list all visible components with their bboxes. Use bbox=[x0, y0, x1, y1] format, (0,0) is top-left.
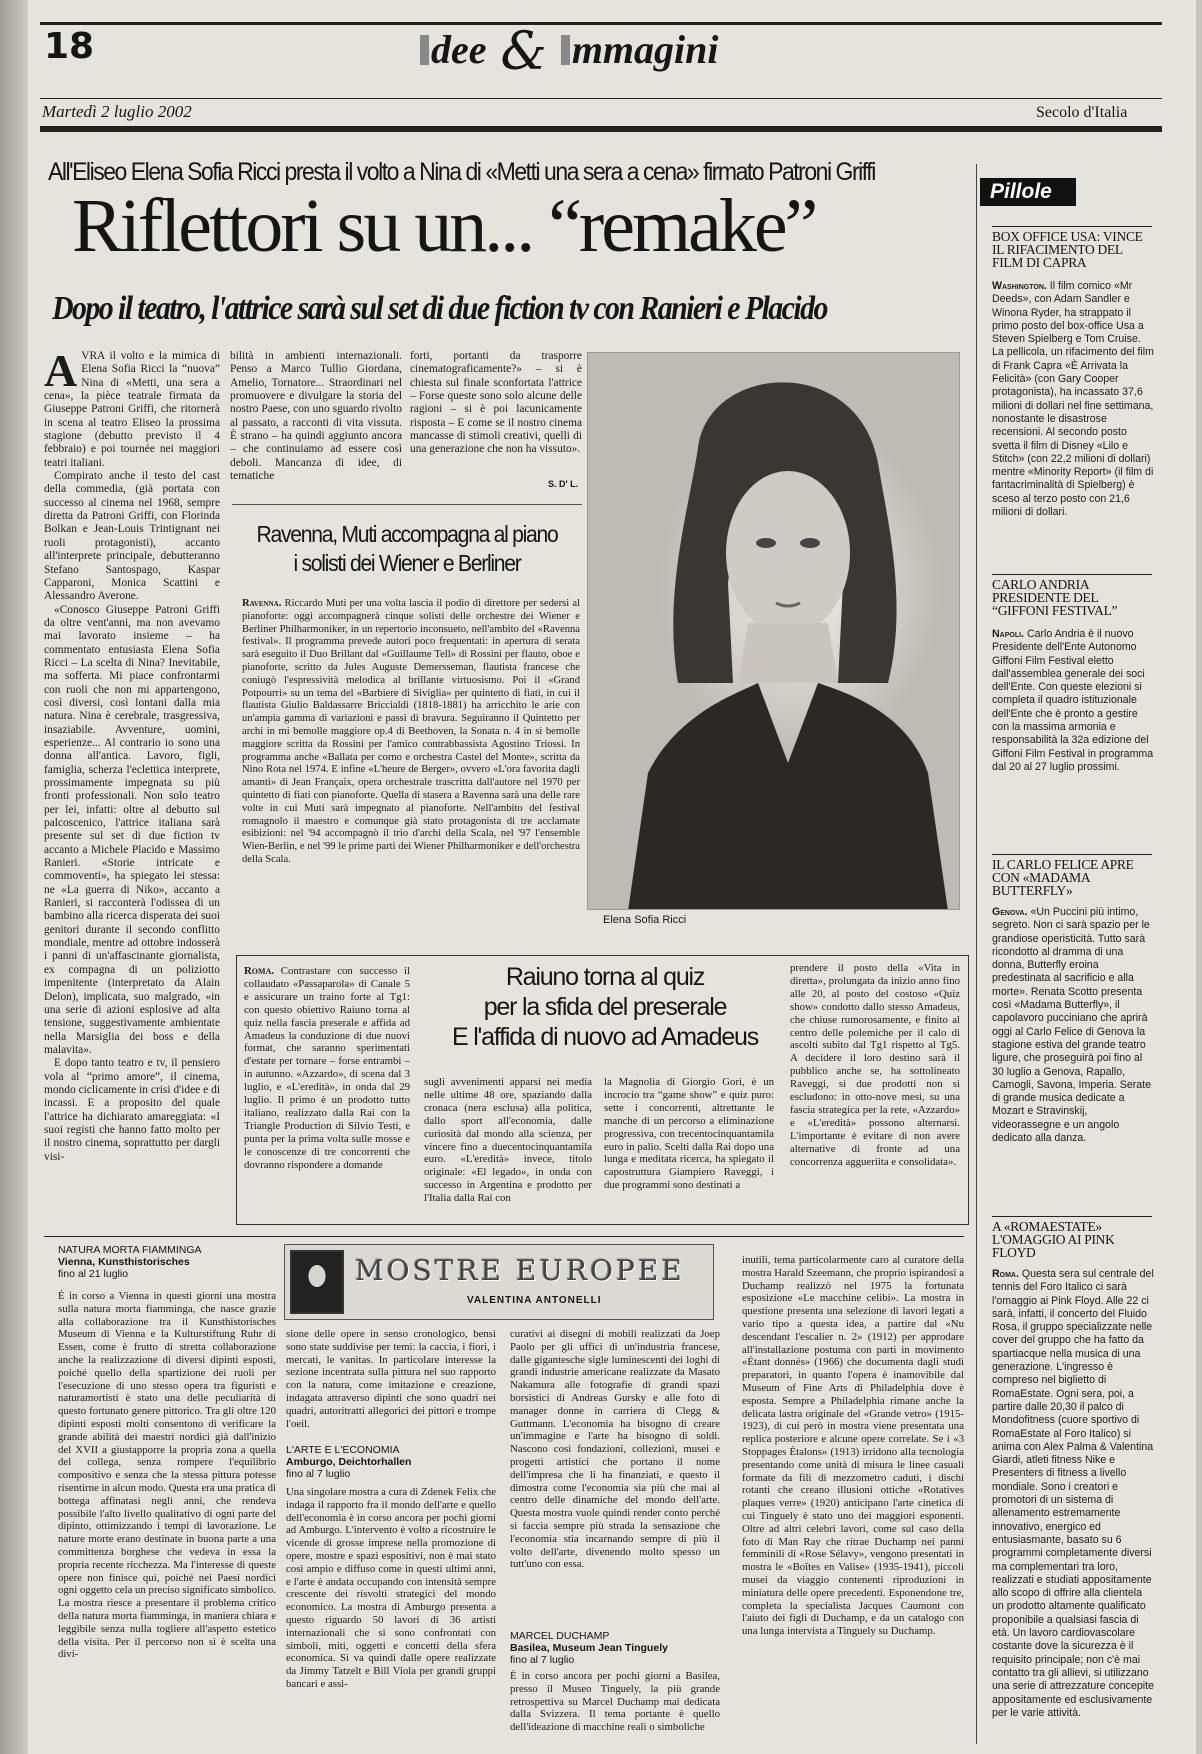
article-signature: S. D' L. bbox=[548, 479, 579, 489]
pillole-4-dateline: Roma. bbox=[992, 1268, 1019, 1280]
rai-headline-line2: per la sfida del preserale bbox=[483, 993, 727, 1021]
pillole-4-body bbox=[992, 1268, 1154, 1738]
mona-lisa-illustration bbox=[290, 1250, 344, 1314]
mostre-item-2-place: Amburgo, Deichtorhallen bbox=[286, 1456, 412, 1468]
mostre-item-2-heading bbox=[286, 1444, 496, 1480]
rai-headline-line3: E l'affida di nuovo ad Amadeus bbox=[451, 1023, 759, 1051]
mostre-item-3-title: MARCEL DUCHAMP bbox=[510, 1630, 610, 1642]
rai-column-2: sugli avvenimenti apparsi nei media nelle ultime 48 ore, spaziando dalla cronaca (nera esclusa) alla politica, dallo sport all'economia, dalle curiosità dal mondo alla scienza, per vincere fino a duecentocinquantamila euro. «L'eredità» invece, titolo originale: «El legado», in onda con successo in Argentina e prodotto per l'Italia dalla Rai con bbox=[424, 1076, 592, 1205]
ravenna-body bbox=[242, 598, 580, 922]
issue-date: Martedì 2 luglio 2002 bbox=[42, 102, 192, 121]
mostre-column-3b: È in corso ancora per pochi giorni a Basilea, presso il Museo Tinguely, la più grande retrospettiva su Marcel Duchamp mai dedicata dalla Svizzera. Il tema portante è quello dell'ideazione di macchine reali o simboliche bbox=[510, 1670, 720, 1734]
page-number: 18 bbox=[44, 26, 95, 67]
ravenna-headline-line2: i solisti dei Wiener e Berliner bbox=[293, 550, 521, 576]
mostre-top-rule bbox=[44, 1236, 964, 1237]
section-initial-bar bbox=[420, 35, 429, 65]
pillole-1-dateline: Washington. bbox=[992, 280, 1047, 292]
mostre-item-2-date: fino al 7 luglio bbox=[286, 1468, 351, 1480]
section-ampersand: & bbox=[500, 22, 547, 82]
section-title bbox=[420, 22, 800, 82]
mostre-column-1: È in corso a Vienna in questi giorni una mostra sulla natura morta fiamminga, che nasce grazie alla collaborazione tra il Kunsthistorisches Museum di Vienna e la Kulturstiftung Ruhr di Essen, come è frutto di stretta collaborazione anche la realizzazione di diversi dipinti esposti, poiché quello della spartizione dei ruoli per l'esecuzione di uno stesso opera tra figuristi e naturamortisti è stato una delle peculiarità di questo fortunato genere pittorico. Tra gli oltre 120 dipinti esposti molti consentono di verificare la grande abilità dei maestri nordici già dall'inizio del XVII a giustapporre la propria zona a quella del collega, senza rompere l'equilibrio compositivo e senza che la stessa pittura potesse risentirne in alcun modo. Questa era una pratica di bottega affinatasi negli anni, che rendeva possibile l'alto livello qualitativo di ogni parte del dipinto, ottimizzando i tempi di lavorazione. Le nature morte erano destinate in buona parte a una committenza borghese che vedeva in essa la propria recente ricchezza. Ma l'interesse di queste opere non finisce qui, poiché nei Paesi nordici ogni oggetto cela un preciso significato simbolico. La mostra riesce a presentare il problema critico della natura morta fiamminga, in maniera chiara e leggibile senza nulla togliere all'aspetto estetico della visita. Per il percorso non si è scelta una divi- bbox=[58, 1290, 276, 1661]
mostre-item-3-place: Basilea, Museum Jean Tinguely bbox=[510, 1642, 668, 1654]
pillole-2-title: CARLO ANDRIA PRESIDENTE DEL “GIFFONI FESTIVAL” bbox=[992, 578, 1118, 617]
article-column-2: bilità in ambienti internazionali. Penso a Marco Tullio Giordana, Amelio, Tornatore... Straordinari nel promuovere e divulgare la storia del nostro Paese, con uno sguardo rivolto al passato, a racconti di vita vissuta. È strano – ha quindi aggiunto ancora – che continuiamo ad essere così deboli. Mancanza di idee, di tematiche bbox=[230, 350, 402, 483]
pillole-1-title: BOX OFFICE USA: VINCE IL RIFACIMENTO DEL FILM DI CAPRA bbox=[992, 230, 1143, 269]
pillole-3-title: IL CARLO FELICE APRE CON «MADAMA BUTTERFLY» bbox=[992, 858, 1134, 897]
ravenna-text: Riccardo Muti per una volta lascia il podio di direttore per sedersi al pianoforte: oggi accompagnerà cinque solisti delle orchestre dei Wiener e Berliner Philharmoniker, in un repertorio inconsueto, nell'ambito del «Ravenna festival». Il programma prevede autori poco frequentati: in apertura di serata sarà eseguito il Duo Brillant dal «Guillaume Tell» di Rossini per flauto, oboe e pianoforte, scritto da Jules Auguste Demersseman, flautista francese che coniugò l'espressività melodica al brillante virtuosismo. Poi il «Grand Potpourri» su un tema del «Barbiere di Siviglia» per quintetto di fiati, in cui il flautista Giulio Baldassarre Briccialdi (1818-1881) ha arricchito le arie con un'ampia gamma di variazioni e passi di bravura. Seguiranno il Quintetto per archi in mi bemolle maggiore op.4 di Beethoven, la Sonata n. 4 in si bemolle maggiore scritta da Rossini per l'amico contrabbassista Agostino Triossi. In programma anche «Ballata per corno e orchestra Castel del Monte», scritta da Nino Rota nel 1974. E infine «L'heure de Berger», ovvero «L'ora favorita dagli amanti» di Jean Françaix, opera orchestrale trascritta dall'autore nel 1970 per quintetto di fiati con pianoforte. Quella di stasera a Ravenna sarà una delle rare volte in cui Muti sarà impegnato al pianoforte. Nell'ambito del festival romagnolo il maestro e comunque già stato protagonista di tre acclamate esibizioni: nel '94 accompagnò il trio d'archi della Scala, nel '97 l'ensemble Wien-Berlin, e nel '99 le prime parti dei Wiener Philharmoniker e dell'orchestra della Scala. bbox=[242, 598, 580, 865]
header-thick-rule bbox=[40, 126, 1162, 132]
article-kicker: All'Eliseo Elena Sofia Ricci presta il volto a Nina di «Metti una sera a cena» firmato Patroni Griffi bbox=[48, 158, 875, 186]
photo-elena-sofia-ricci bbox=[587, 352, 960, 910]
pillole-1-body bbox=[992, 280, 1154, 562]
rai-column-4: prendere il posto della «Vita in diretta», prolungata da inizio anno fino alle 20, al posto del costoso «Quiz show» condotto dallo stesso Amadeus, che chiuse rumorosamente, e finito al centro delle polemiche per il calo di ascolti subito dal Tg1 rispetto al Tg5. A decidere il loro destino sarà il pubblico anche se, ha sottolineato Raveggi, si due prodotti non si escludono: in otto-nove mesi, su una fascia strategica per la rete, «Azzardo» e «L'eredità» possono alternarsi. L'importante è evitare di non avere alternative di fronte ad una concorrenza aggueriita e consolidata». bbox=[790, 962, 960, 1168]
pillole-3-text: «Un Puccini più intimo, segreto. Non ci sarà spazio per le grandiose operisticità. Tutto sarà ricondotto al dramma di una donna, Butterfly eroina predestinata al sacrificio e alla morte». Renata Scotto presenta così «Madama Butterfly», il capolavoro pucciniano che aprirà oggi al Carlo Felice di Genova la stagione estiva del grande teatro ligure, che proseguirà poi fino al 30 luglio a Genova, Rapallo, Camogli, Savona, Imperia. Serate di grande musica dedicate a Mozart e Stravinskij, videorassegne e un angolo dedicato alla danza. bbox=[992, 906, 1151, 1145]
mostre-item-1-title: NATURA MORTA FIAMMINGA bbox=[58, 1244, 202, 1256]
rai-text: Contrastare con successo il collaudato «Passaparola» di Canale 5 e assicurare un traino forte al Tg1: con questo obiettivo Raiuno torna al quiz nella fascia preserale e affida ad Amadeus la conduzione di due nuovi format, che saranno sperimentati d'estate per tornare – forse entrambi – in autunno. «Azzardo», di scena dal 3 luglio, e «L'eredità», in onda dal 29 luglio. Il primo è un prodotto tutto italiano, realizzato dalla Rai con la Triangle Production di Silvio Testi, e punta per la prima volta sulle mosse e le conoscenze di tre concorrenti che dovranno rispondere a domande bbox=[244, 965, 410, 1171]
mostre-column-3a: curativi ai disegni di mobili realizzati da Joep Paolo per gli uffici di un'industria francese, dalle gigantesche sigle luminescenti dei loghi di grandi industrie americane realizzate da Masato Nakamura alle fotografie di grandi spazi borsistici di Andreas Gursky e alle foto di manager donne in carriera di Clegg & Guttmann. L'economia ha bisogno di creare un'immagine e l'arte ha bisogno di soldi. Nascono così fondazioni, collezioni, musei e progetti artistici che portano il nome dell'impresa che li ha finanziati, e questo il dimostra come l'economia sia più che mai al centro delle dinamiche del mondo dell'arte. Questa mostra vuole quindi render conto perché si faccia sempre più strada la sensazione che l'economia stia incarnando sempre di più il volto dell'arte, divenendo molto spesso un tutt'uno con essa. bbox=[510, 1328, 720, 1571]
mostre-column-2b: Una singolare mostra a cura di Zdenek Felix che indaga il rapporto fra il mondo dell'arte e quello dell'economia è in corso ancora per pochi giorni ad Amburgo. L'intervento è volto a ricostruire le vicende di grosse imprese nella promozione di opere, mostre e spazi espositivi, non è mai stato così ampio e diffuso come in questi ultimi anni, e l'arte è andata occupando con intensità sempre crescente dei risvolti strategici del mondo economico. La mostra di Amburgo presenta a questo riguardo 50 lavori di 36 artisti internazionali che si sono confrontati con simboli, miti, oggetti e concetti della sfera economica. Si va quindi dalle opere realizzate da Jimmy Tatzelt e Bill Viola per grandi gruppi bancari e assi- bbox=[286, 1486, 496, 1690]
mostre-item-1-heading bbox=[58, 1244, 258, 1280]
pillole-title: Pillole bbox=[990, 180, 1052, 203]
sidebar-divider bbox=[976, 164, 977, 1744]
article-headline: Riflettori su un... “remake” bbox=[72, 188, 816, 264]
pillole-1-text: Il film comico «Mr Deeds», con Adam Sandler e Winona Ryder, ha strappato il primo posto del box-office Usa a Steven Spielberg e Tom Cruise. La pellicola, un rifacimento del film di Frank Capra «È Arrivata la Felicità» (con Gary Cooper protagonista), ha incassato 37,6 milioni di dollari nel fine settimana, nonostante le disastrose recensioni. Al secondo posto svetta il film di Disney «Lilo e Stitch» (con 22,2 milioni di dollari) mentre «Minority Report» (il film di fantacriminalità di Spielberg) è sceso al terzo posto con 21,6 milioni di dollari. bbox=[992, 280, 1154, 519]
rai-column-1 bbox=[244, 965, 410, 1219]
mostre-item-1-date: fino al 21 luglio bbox=[58, 1268, 129, 1280]
article-paragraph: VRA il volto e la mimica di Elena Sofia Ricci la “nuova” Nina di «Metti, una sera a cena», la pièce teatrale firmata da Giuseppe Patroni Griffi, che ritornerà in scena al teatro Eliseo la prossima stagione (debutto previsto il 4 febbraio) e poi tournée nei maggiori teatri italiani. bbox=[44, 350, 220, 469]
article-paragraph: E dopo tanto teatro e tv, il pensiero vola al “primo amore”, il cinema, mondo ciclicamente in crisi d'idee e di incassi. E a proposito del quale l'attrice ha dichiarato amareggiata: «I suoi registi che hanno fatto molto per il nostro cinema, soprattutto per dargli visi- bbox=[44, 1057, 220, 1163]
pillole-4-title: A «ROMAESTATE» L'OMAGGIO AI PINK FLOYD bbox=[992, 1220, 1115, 1259]
mostre-item-1-place: Vienna, Kunsthistorisches bbox=[58, 1256, 190, 1268]
pillole-3-dateline: Genova. bbox=[992, 906, 1028, 918]
mostre-column-2a: sione delle opere in senso cronologico, bensì sono state suddivise per temi: la caccia, i fiori, i mercati, le vanitas. In particolare interesse la sezione incentrata sulla pittura nel suo rapporto con la natura, come imitazione e creazione, indagata attraverso dipinti che sono quadri nei quadri, autoritratti allegorici dei pittori e trompe l'oeil. bbox=[286, 1328, 496, 1430]
pillole-2-dateline: Napoli. bbox=[992, 628, 1024, 640]
section-initial-bar bbox=[561, 35, 570, 65]
article-subheadline: Dopo il teatro, l'attrice sarà sul set di due fiction tv con Ranieri e Placido bbox=[52, 290, 827, 327]
photo-caption: Elena Sofia Ricci bbox=[603, 914, 687, 926]
article-paragraph: Compirato anche il testo del cast della commedia, (già portata con successo al cinema nel 1968, sempre diretta da Patroni Griffi, con Florinda Bolkan e Jean-Louis Trintignant nei ruoli protagonisti), accanto all'interprete principale, debutteranno Stefano Santospago, Kaspar Capparoni, Monica Scattini e Alessandro Averone. bbox=[44, 470, 220, 603]
pillole-4-text: Questa sera sul centrale del tennis del Foro Italico ci sarà l'omaggio ai Pink Floyd. Alle 22 ci sarà, infatti, il concerto del Fluido Rosa, il gruppo specializzate nelle cover del gruppo che ha fatto da spartiacque nella musica di una generazione. L'ingresso è compreso nel biglietto di RomaEstate. Ogni sera, poi, a partire dalle 20,30 il palco di Mondofitness (cuore sportivo di RomaEstate al Foro Italico) si anima con Alex Palma & Valentina Giardi, atleti fitness Nike e Presenters di fitness a livello mondiale. Sono i creatori e promotori di un sistema di allenamento estremamente innovativo, energico ed entusiasmante, basato su 6 programmi completamente diversi ma complementari tra loro, realizzati e studiati appositamente allo scopo di offrire alla clientela un prodotto altamente qualificato proponibile a qualsiasi fascia di età. Un lavoro cardiovascolare costante dove la sicurezza è il requisito principale; non c'è mai contatto tra gli allievi, si utilizzano una serie di attrezzature concepite appositamente ed esclusivamente per le varie attività. bbox=[992, 1268, 1154, 1719]
pillole-rule bbox=[992, 854, 1152, 855]
mostre-column-4: inutili, tema particolarmente caro al curatore della mostra Harald Szeemann, che proprio ispirandosi a Duchamp realizzò nel 1975 la fortunata esposizione «Le macchine celibi». La mostra in questione presenta una selezione di lavori legati a vario tipo a questa idea, a partire dal «Nu descendant l'escalier n. 2» (1912) per approdare all'installazione postuma con parti in movimento «Étant donnés» (1966) che documenta dagli studi preparatori, in quanto l'opera è inamovibile dal Museum of Fine Arts di Philadelphia dove è esposta. Sempre a Philadelphia rimane anche la delicata lastra originale del «Grande vetro» (1915-1923), di cui però in mostra viene presentata una replica posteriore e alcune opere correlate. Se i «3 Stoppages Étalons» (1913) irridono alla tecnologia presentando come unità di misura le linee casuali formate da fili di mezzometro caduti, i dischi rotanti che creano illusioni ottiche «Rotatives plaques verre» (1920) anticipano l'arte cinetica di cui Tinguely è stato uno dei maggiori esponenti. Oltre ad altri celebri lavori, come sul caso della foto di Man Ray che ritrae Duchamp nei panni femminili di «Rose Sélavy», vengono presentati in mostra le «Boîtes en Valise» (1935-1941), piccoli musei da viaggio contenenti riproduzioni in miniatura delle opere precedenti. Esponendone tre, completa la specialista Jacques Caumont con l'aiuto dei figli di Duchamp, e da un catalogo con una lunga intervista a Tinguely su Duchamp. bbox=[742, 1254, 964, 1638]
pillole-3-body bbox=[992, 906, 1154, 1206]
drop-cap: A bbox=[44, 350, 78, 396]
header-rule bbox=[40, 98, 1162, 99]
rai-headline bbox=[430, 962, 780, 1052]
page-edge bbox=[1196, 0, 1202, 1754]
page-spine-shadow bbox=[0, 0, 28, 1754]
pillole-2-body bbox=[992, 628, 1154, 828]
pillole-2-text: Carlo Andria è il nuovo Presidente dell'Ente Autonomo Giffoni Film Festival eletto dall'assemblea generale dei soci dell'Ente. Con queste elezioni si completa il quadro istituzionale dell'Ente che è pronto a gestire con la massima armonia e responsabilità la 32a edizione del Giffoni Film Festival in programma dal 20 al 27 luglio prossimi. bbox=[992, 628, 1154, 773]
pillole-rule bbox=[992, 226, 1152, 227]
rai-headline-line1: Raiuno torna al quiz bbox=[505, 963, 705, 991]
ravenna-box-top bbox=[232, 504, 582, 505]
portrait-illustration bbox=[588, 353, 960, 910]
rai-dateline: Roma. bbox=[244, 965, 275, 977]
section-title-part2: mmagini bbox=[571, 27, 719, 72]
mostre-item-3-date: fino al 7 luglio bbox=[510, 1654, 575, 1666]
rai-column-3: la Magnolia di Giorgio Gori, è un incrocio tra “game show” e quiz puro: sette i concorrenti, altrettante le manche di un percorso a eliminazione progressiva, con trecentocinquantamila euro in palio. Scelti dalla Rai dopo una lunga e meditata ricerca, ha spiegato il capostruttura Giampiero Raveggi, i due programmi sono destinati a bbox=[604, 1076, 774, 1192]
article-column-3: forti, portanti da trasporre cinematograficamente?» – si è chiesta sul finale sconfortata l'attrice – Forse queste sono solo alcune delle ragioni – si è poi lacunicamente risposta – E come se il nostro cinema mancasse di stimoli creativi, quelli di una generazione che non ha vissuto». bbox=[410, 350, 582, 456]
ravenna-headline bbox=[255, 520, 559, 578]
pillole-rule bbox=[992, 574, 1152, 575]
article-paragraph: «Conosco Giuseppe Patroni Griffi da oltre vent'anni, ma non avevamo mai lavorato insieme – ha commentato entusiasta Elena Sofia Ricci – La scelta di Nina? Inevitabile, ma sofferta. Mi piace confrontarmi con ruoli che non mi appartengono, così diversi, così lontani dalla mia natura. Nina è cerebrale, trasgressiva, insaziabile. Avventure, uomini, esperienze... Al contrario io sono una donna all'antica. Lavoro, figli, famiglia, scherza l'eclettica interprete, prossimamente impegnata su più fronti professionali. Non solo teatro per lei, infatti: oltre al debutto sul palcoscenico, l'attrice italiana sarà presente sul set di due fiction tv accanto a Michele Placido e Massimo Ranieri. «Storie intricate e commoventi», ha spiegato lei stessa: ne «La guerra di Niko», accanto a Ranieri, si racconterà l'odissea di un bambino alla ricerca disperata dei suoi genitori durante il secondo conflitto mondiale, mentre ad ottobre indosserà i panni di un'affascinante giornalista, ex compagna di un poliziotto impenitente (interpretato da Alain Delon), implicata, suo malgrado, «in una serie di azioni esplosive ad alta tensione, suggestivamente ambientate nella Marsiglia dei boss e della malavita». bbox=[44, 603, 220, 1056]
section-title-part1: dee bbox=[431, 27, 487, 72]
mostre-title: MOSTRE EUROPEE bbox=[355, 1254, 685, 1287]
mostre-author: VALENTINA ANTONELLI bbox=[467, 1295, 602, 1306]
mostre-item-3-heading bbox=[510, 1630, 720, 1666]
mostre-item-2-title: L'ARTE E L'ECONOMIA bbox=[286, 1444, 400, 1456]
newspaper-name: Secolo d'Italia bbox=[1036, 104, 1128, 121]
pillole-rule bbox=[992, 1216, 1152, 1217]
ravenna-headline-line1: Ravenna, Muti accompagna al piano bbox=[256, 521, 558, 547]
ravenna-dateline: Ravenna. bbox=[242, 598, 282, 609]
